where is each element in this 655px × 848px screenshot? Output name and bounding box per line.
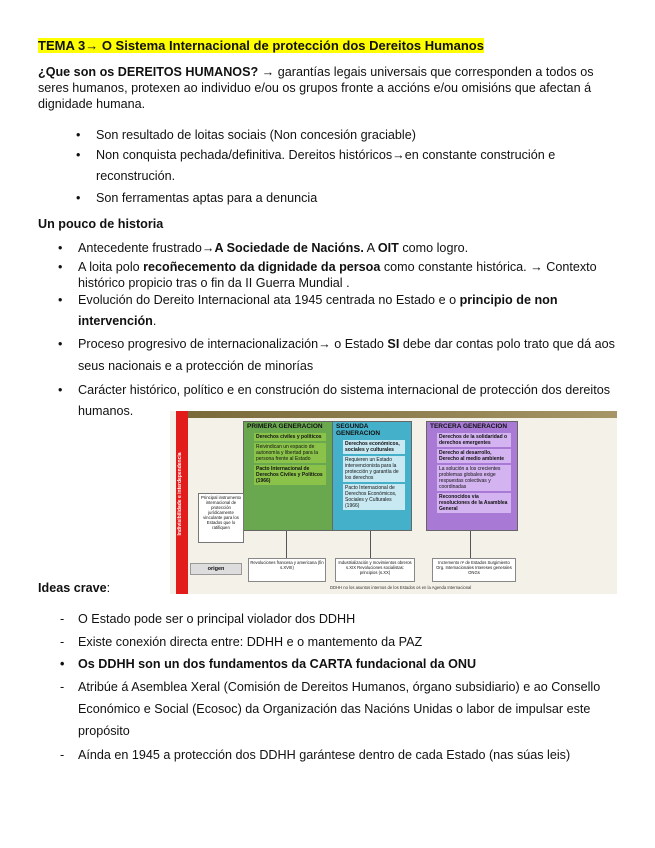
connector-line [286,531,287,558]
generations-diagram [170,411,617,594]
list-item: - Aínda en 1945 a protección dos DDHH garántese dentro de cada Estado (nas súas leis) [60,748,571,762]
origin-box: Industrialización y movimientos obreros s.XIX Revoluciones socialistas: principios (s.XX) [335,558,415,582]
principal-instrument-box: Principal instrumento internacional de protección jurídicamente vinculante para los Estados que lo ratifiquen [198,493,244,543]
intro-line-1: ¿Que son os DEREITOS HUMANOS? → garantías legais universais que corresponden a todos os [38,65,594,79]
intro-line-3: dignidade humana. [38,97,146,111]
list-item: • Evolución do Dereito Internacional ata 1945 centrada no Estado e o principio de non [58,293,558,307]
list-item: - Existe conexión directa entre: DDHH e o mantemento da PAZ [60,635,423,649]
history-heading: Un pouco de historia [38,217,164,231]
list-item: • Son resultado de loitas sociais (Non concesión graciable) [76,128,416,142]
list-item: • Non conquista pechada/definitiva. Dereitos históricos→en constante construción e [76,148,556,162]
intro-line-2: seres humanos, protexen ao individuo e/ou os grupos fronte a accións e/ou omisións que afectan á [38,81,592,95]
origin-box: Incremento nº de Estados Surgimiento Org. Internacionales Intereses generales ONGs [432,558,516,582]
third-generation-heading: TERCERA GENERACION [430,423,508,430]
second-generation-item: Derechos económicos, sociales y culturales [343,440,405,454]
first-generation-column [243,421,333,531]
list-item: - Atribúe á Asemblea Xeral (Comisión de Dereitos Humanos, órgano subsidiario) e ao Consello [60,680,601,694]
list-item: • Os DDHH son un dos fundamentos da CARTA fundacional da ONU [60,657,477,671]
diagram-top-bar [188,411,617,418]
first-generation-heading: PRIMERA GENERACION [247,423,323,430]
second-generation-heading: SEGUNDA GENERACION [336,423,381,437]
list-item: - O Estado pode ser o principal violador dos DDHH [60,612,356,626]
origin-label: origen [190,563,242,575]
list-item-continuation: histórico propicio tras o fin da II Guerra Mundial . [78,276,350,290]
origin-box: Revoluciones francesa y americana (fin s.XVIII) [248,558,326,582]
second-generation-item: Requieren un Estado intervencionista para la protección y garantía de los derechos [343,456,405,482]
third-generation-item: Derechos de la solidaridad o derechos emergentes [437,433,511,447]
list-item: • Antecedente frustrado→A Sociedade de Nacións. A OIT como logro. [58,241,469,255]
third-generation-column [426,421,518,531]
connector-line [470,531,471,558]
list-item-continuation: Económico e Social (Ecosoc) da Organización das Nacións Unidas o labor de impulsar este [78,702,591,716]
list-item-continuation: propósito [78,724,130,738]
list-item: • Carácter histórico, político e en construción do sistema internacional de protección dos dereitos [58,383,611,397]
list-item: • A loita polo recoñecemento da dignidade da persoa como constante histórica. → Contexto [58,260,597,274]
diagram-caption: DDHH no los asuntos internos de los Estados os en la Agenda Internacional [330,585,472,590]
indivisibility-label: Indivisibilidade e interdependencia [177,452,183,536]
second-generation-item: Pacto Internacional de Derechos Económicos, Sociales y Culturales (1966) [343,484,405,510]
third-generation-item: Derecho al desarrollo, Derecho al medio ambiente [437,449,511,463]
list-item-continuation: humanos. [78,404,134,418]
list-item: • Proceso progresivo de internacionalización→ o Estado SI debe dar contas polo trato que dá aos [58,337,615,351]
list-item-continuation: seus nacionais e a protección de minorías [78,359,314,373]
third-generation-item: Reconocidos vía resoluciones de la Asamblea General [437,493,511,513]
second-generation-column [332,421,412,531]
page-title: TEMA 3→ O Sistema Internacional de protección dos Dereitos Humanos [38,38,484,53]
list-item-continuation: reconstrución. [96,169,176,183]
first-generation-item: Reivindican un espacio de autonomía y libertad para la persona frente al Estado [254,443,326,463]
list-item-continuation: intervención. [78,314,157,328]
third-generation-item: La solución a los crecientes problemas globales exige respuestas colectivas y coordinadas [437,465,511,491]
connector-line [370,531,371,558]
ideas-heading: Ideas crave: [38,581,111,595]
first-generation-item: Derechos civiles y políticos [254,433,326,441]
list-item: • Son ferramentas aptas para a denuncia [76,191,318,205]
first-generation-item: Pacto Internacional de Derechos Civiles y Políticos (1966) [254,465,326,485]
